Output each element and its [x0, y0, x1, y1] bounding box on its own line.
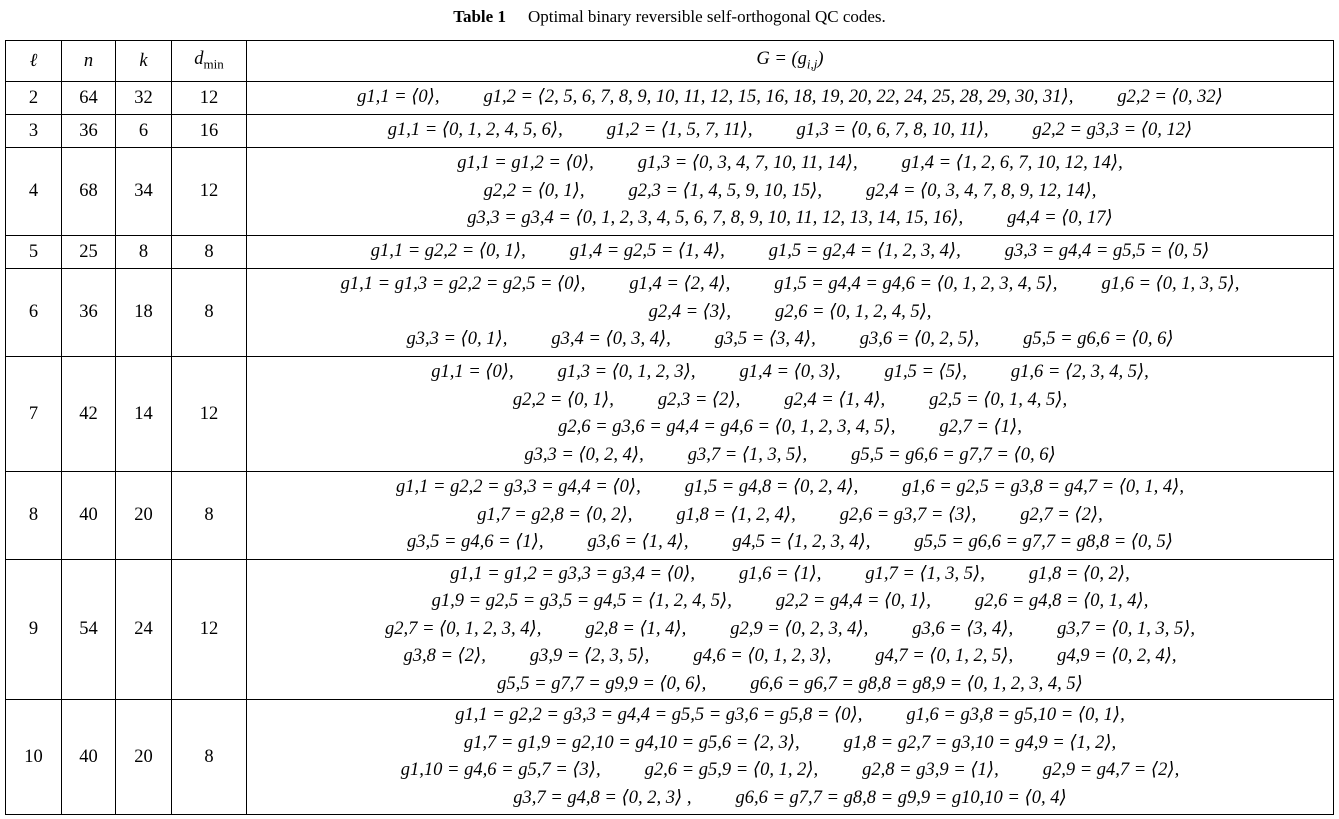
generator-entry: g1,1 = g2,2 = g3,3 = g4,4 = g5,5 = g3,6 = g5,8 = ⟨0⟩, — [455, 705, 863, 725]
table-row — [6, 560, 1334, 700]
generator-entry: g4,6 = ⟨0, 1, 2, 3⟩, — [693, 646, 832, 667]
generator-entry: g2,7 = ⟨1⟩, — [939, 417, 1022, 437]
generator-entry: g1,6 = ⟨0, 1, 3, 5⟩, — [1101, 274, 1240, 295]
generator-entry: g5,5 = g6,6 = ⟨0, 6⟩ — [1023, 329, 1174, 350]
cell-generator — [247, 472, 1334, 560]
header-generator: $G = (g_{i,j})$ — [247, 41, 1334, 82]
generator-entry: g2,2 = ⟨0, 1⟩, — [512, 389, 614, 410]
generator-line — [247, 150, 1333, 178]
cell-generator — [247, 700, 1334, 815]
generator-entry: g3,7 = g4,8 = ⟨0, 2, 3⟩ , — [513, 787, 692, 808]
table-row — [6, 269, 1334, 357]
cell-ell: 6 — [6, 269, 62, 357]
generator-entry: g6,6 = g7,7 = g8,8 = g9,9 = g10,10 = ⟨0, 4⟩ — [735, 787, 1067, 808]
cell-ell: 3 — [6, 115, 62, 148]
cell-k: 20 — [116, 700, 172, 815]
generator-entry: g6,6 = g6,7 = g8,8 = g8,9 = ⟨0, 1, 2, 3, 4, 5⟩ — [750, 673, 1083, 694]
generator-entry: g1,4 = g2,5 = ⟨1, 4⟩, — [569, 241, 725, 262]
generator-entry: g2,2 = g4,4 = ⟨0, 1⟩, — [775, 591, 931, 612]
generator-entry: g1,7 = ⟨1, 3, 5⟩, — [865, 563, 985, 584]
generator-entry: g2,7 = ⟨2⟩, — [1020, 504, 1103, 525]
table-row — [6, 700, 1334, 815]
cell-n: 42 — [62, 357, 116, 472]
cell-ell: 9 — [6, 560, 62, 700]
generator-entry: g1,6 = ⟨2, 3, 4, 5⟩, — [1010, 362, 1149, 382]
generator-entry: g4,4 = ⟨0, 17⟩ — [1007, 208, 1113, 229]
generator-entry: g1,10 = g4,6 = g5,7 = ⟨3⟩, — [400, 760, 601, 780]
generator-line — [247, 502, 1333, 530]
cell-dmin: 12 — [172, 82, 247, 115]
cell-dmin: 8 — [172, 700, 247, 815]
generator-entry: g1,1 = g1,3 = g2,2 = g2,5 = ⟨0⟩, — [340, 274, 586, 295]
generator-entry: g1,2 = ⟨2, 5, 6, 7, 8, 9, 10, 11, 12, 15, 16, 18, 19, 20, 22, 24, 25, 28, 29, 30, 31⟩, — [483, 87, 1074, 108]
generator-entry: g3,6 = ⟨1, 4⟩, — [587, 532, 689, 553]
table-caption — [0, 5, 1339, 29]
generator-entry: g1,1 = g1,2 = g3,3 = g3,4 = ⟨0⟩, — [450, 563, 695, 584]
generator-entry: g1,6 = ⟨1⟩, — [738, 563, 822, 584]
cell-dmin: 8 — [172, 269, 247, 357]
generator-line — [247, 643, 1333, 671]
generator-entry: g1,4 = ⟨0, 3⟩, — [739, 362, 841, 382]
cell-k: 32 — [116, 82, 172, 115]
generator-entry: g2,9 = g4,7 = ⟨2⟩, — [1042, 760, 1180, 780]
cell-n: 36 — [62, 269, 116, 357]
generator-line — [247, 561, 1333, 589]
cell-k: 8 — [116, 236, 172, 269]
generator-entry: g2,6 = g3,7 = ⟨3⟩, — [839, 504, 977, 525]
generator-entry: g4,5 = ⟨1, 2, 3, 4⟩, — [732, 532, 871, 553]
generator-entry: g2,4 = ⟨3⟩, — [648, 301, 731, 322]
generator-entry: g1,6 = g2,5 = g3,8 = g4,7 = ⟨0, 1, 4⟩, — [902, 477, 1185, 498]
cell-generator — [247, 560, 1334, 700]
generator-entry: g3,3 = g4,4 = g5,5 = ⟨0, 5⟩ — [1004, 241, 1210, 262]
generator-line — [247, 785, 1333, 813]
generator-entry: g2,8 = ⟨1, 4⟩, — [585, 618, 687, 639]
cell-k: 14 — [116, 357, 172, 472]
generator-entry: g5,5 = g6,6 = g7,7 = ⟨0, 6⟩ — [851, 444, 1056, 465]
generator-line — [247, 529, 1333, 557]
generator-entry: g1,7 = g1,9 = g2,10 = g4,10 = g5,6 = ⟨2, 3⟩, — [463, 732, 800, 753]
cell-dmin: 12 — [172, 560, 247, 700]
cell-k: 20 — [116, 472, 172, 560]
generator-entry: g2,5 = ⟨0, 1, 4, 5⟩, — [929, 389, 1068, 410]
cell-generator — [247, 236, 1334, 269]
generator-entry: g1,7 = g2,8 = ⟨0, 2⟩, — [477, 504, 633, 525]
generator-entry: g3,4 = ⟨0, 3, 4⟩, — [551, 329, 671, 350]
generator-entry: g1,4 = ⟨2, 4⟩, — [629, 274, 731, 295]
generator-entry: g1,8 = ⟨0, 2⟩, — [1028, 563, 1130, 584]
generator-entry: g5,5 = g7,7 = g9,9 = ⟨0, 6⟩, — [497, 673, 707, 694]
generator-entry: g5,5 = g6,6 = g7,7 = g8,8 = ⟨0, 5⟩ — [914, 532, 1173, 553]
generator-entry: g3,7 = ⟨0, 1, 3, 5⟩, — [1057, 618, 1196, 639]
table-header-row — [6, 41, 1334, 82]
cell-n: 64 — [62, 82, 116, 115]
caption-label: Table 1 — [453, 7, 506, 26]
generator-entry: g3,8 = ⟨2⟩, — [403, 646, 486, 667]
generator-entry: g1,5 = g4,8 = ⟨0, 2, 4⟩, — [684, 477, 859, 498]
generator-entry: g2,3 = ⟨2⟩, — [657, 389, 741, 410]
table-row — [6, 472, 1334, 560]
table-row — [6, 236, 1334, 269]
generator-entry: g1,3 = ⟨0, 6, 7, 8, 10, 11⟩, — [796, 120, 989, 141]
generator-line — [247, 474, 1333, 502]
generator-entry: g3,5 = ⟨3, 4⟩, — [714, 329, 816, 350]
cell-k: 6 — [116, 115, 172, 148]
table-row — [6, 357, 1334, 472]
generator-line — [247, 671, 1333, 699]
generator-entry: g2,6 = g4,8 = ⟨0, 1, 4⟩, — [974, 591, 1149, 612]
generator-entry: g3,5 = g4,6 = ⟨1⟩, — [407, 532, 544, 553]
header-dmin: $d_{min}$ — [172, 41, 247, 82]
generator-entry: g1,1 = ⟨0⟩, — [357, 87, 440, 108]
generator-entry: g1,2 = ⟨1, 5, 7, 11⟩, — [606, 120, 753, 141]
generator-line — [247, 178, 1333, 206]
generator-entry: g2,6 = g3,6 = g4,4 = g4,6 = ⟨0, 1, 2, 3, 4, 5⟩, — [558, 417, 896, 437]
cell-k: 18 — [116, 269, 172, 357]
generator-entry: g1,6 = g3,8 = g5,10 = ⟨0, 1⟩, — [906, 705, 1125, 725]
header-ell: ℓ — [6, 41, 62, 82]
generator-entry: g2,3 = ⟨1, 4, 5, 9, 10, 15⟩, — [628, 180, 822, 201]
cell-n: 25 — [62, 236, 116, 269]
codes-table — [5, 40, 1334, 815]
generator-line — [247, 326, 1333, 354]
cell-n: 40 — [62, 700, 116, 815]
generator-line — [247, 588, 1333, 616]
cell-n: 36 — [62, 115, 116, 148]
cell-generator — [247, 115, 1334, 148]
generator-line — [247, 84, 1333, 112]
generator-entry: g3,3 = ⟨0, 2, 4⟩, — [524, 444, 644, 465]
generator-entry: g3,3 = g3,4 = ⟨0, 1, 2, 3, 4, 5, 6, 7, 8, 9, 10, 11, 12, 13, 14, 15, 16⟩, — [467, 208, 964, 229]
cell-ell: 10 — [6, 700, 62, 815]
cell-ell: 4 — [6, 148, 62, 236]
table-row — [6, 82, 1334, 115]
cell-ell: 7 — [6, 357, 62, 472]
generator-entry: g2,2 = ⟨0, 32⟩ — [1117, 87, 1223, 108]
header-k: k — [116, 41, 172, 82]
generator-entry: g3,6 = ⟨3, 4⟩, — [912, 618, 1014, 639]
cell-k: 24 — [116, 560, 172, 700]
cell-dmin: 16 — [172, 115, 247, 148]
cell-n: 40 — [62, 472, 116, 560]
generator-entry: g2,7 = ⟨0, 1, 2, 3, 4⟩, — [384, 618, 542, 639]
generator-line — [247, 271, 1333, 299]
generator-entry: g1,1 = g1,2 = ⟨0⟩, — [457, 153, 594, 174]
generator-entry: g1,3 = ⟨0, 3, 4, 7, 10, 11, 14⟩, — [637, 153, 858, 174]
generator-line — [247, 442, 1333, 470]
generator-entry: g1,8 = ⟨1, 2, 4⟩, — [676, 504, 796, 525]
cell-ell: 2 — [6, 82, 62, 115]
cell-n: 68 — [62, 148, 116, 236]
generator-entry: g2,2 = ⟨0, 1⟩, — [483, 180, 585, 201]
generator-entry: g1,8 = g2,7 = g3,10 = g4,9 = ⟨1, 2⟩, — [843, 732, 1117, 753]
generator-entry: g2,6 = g5,9 = ⟨0, 1, 2⟩, — [644, 760, 819, 780]
generator-entry: g3,7 = ⟨1, 3, 5⟩, — [687, 444, 808, 465]
generator-line — [247, 205, 1333, 233]
cell-k: 34 — [116, 148, 172, 236]
generator-entry: g3,9 = ⟨2, 3, 5⟩, — [529, 646, 650, 667]
caption-text: Optimal binary reversible self-orthogonal QC codes. — [527, 7, 886, 26]
generator-line — [247, 299, 1333, 327]
generator-entry: g1,5 = ⟨5⟩, — [884, 362, 967, 382]
generator-entry: g2,4 = ⟨0, 3, 4, 7, 8, 9, 12, 14⟩, — [865, 180, 1097, 201]
generator-entry: g1,1 = ⟨0⟩, — [431, 362, 514, 382]
generator-entry: g2,2 = g3,3 = ⟨0, 12⟩ — [1032, 120, 1193, 141]
cell-generator — [247, 82, 1334, 115]
cell-ell: 5 — [6, 236, 62, 269]
generator-line — [247, 730, 1333, 758]
generator-entry: g1,9 = g2,5 = g3,5 = g4,5 = ⟨1, 2, 4, 5⟩, — [431, 591, 732, 612]
generator-entry: g1,3 = ⟨0, 1, 2, 3⟩, — [557, 362, 696, 382]
generator-entry: g2,8 = g3,9 = ⟨1⟩, — [862, 760, 999, 780]
generator-line — [247, 757, 1333, 785]
generator-entry: g4,9 = ⟨0, 2, 4⟩, — [1057, 646, 1177, 667]
generator-entry: g2,6 = ⟨0, 1, 2, 4, 5⟩, — [775, 301, 932, 322]
generator-line — [247, 414, 1333, 442]
cell-dmin: 12 — [172, 148, 247, 236]
generator-line — [247, 387, 1333, 415]
generator-entry: g1,1 = g2,2 = g3,3 = g4,4 = ⟨0⟩, — [395, 477, 641, 498]
cell-n: 54 — [62, 560, 116, 700]
generator-entry: g1,5 = g4,4 = g4,6 = ⟨0, 1, 2, 3, 4, 5⟩, — [774, 274, 1058, 295]
generator-entry: g3,6 = ⟨0, 2, 5⟩, — [859, 329, 980, 350]
generator-entry: g4,7 = ⟨0, 1, 2, 5⟩, — [875, 646, 1014, 667]
cell-dmin: 8 — [172, 472, 247, 560]
generator-entry: g2,4 = ⟨1, 4⟩, — [784, 389, 886, 410]
generator-line — [247, 117, 1333, 145]
generator-entry: g1,4 = ⟨1, 2, 6, 7, 10, 12, 14⟩, — [901, 153, 1123, 174]
generator-entry: g3,3 = ⟨0, 1⟩, — [406, 329, 508, 350]
generator-line — [247, 616, 1333, 644]
cell-generator — [247, 269, 1334, 357]
cell-generator — [247, 148, 1334, 236]
cell-ell: 8 — [6, 472, 62, 560]
generator-entry: g2,9 = ⟨0, 2, 3, 4⟩, — [730, 618, 869, 639]
generator-line — [247, 702, 1333, 730]
generator-entry: g1,1 = g2,2 = ⟨0, 1⟩, — [370, 241, 526, 262]
cell-dmin: 8 — [172, 236, 247, 269]
generator-entry: g1,1 = ⟨0, 1, 2, 4, 5, 6⟩, — [387, 120, 563, 141]
table-row — [6, 148, 1334, 236]
table-row — [6, 115, 1334, 148]
cell-dmin: 12 — [172, 357, 247, 472]
header-n: n — [62, 41, 116, 82]
generator-entry: g1,5 = g2,4 = ⟨1, 2, 3, 4⟩, — [768, 241, 961, 262]
generator-line — [247, 359, 1333, 387]
cell-generator — [247, 357, 1334, 472]
generator-line — [247, 238, 1333, 266]
